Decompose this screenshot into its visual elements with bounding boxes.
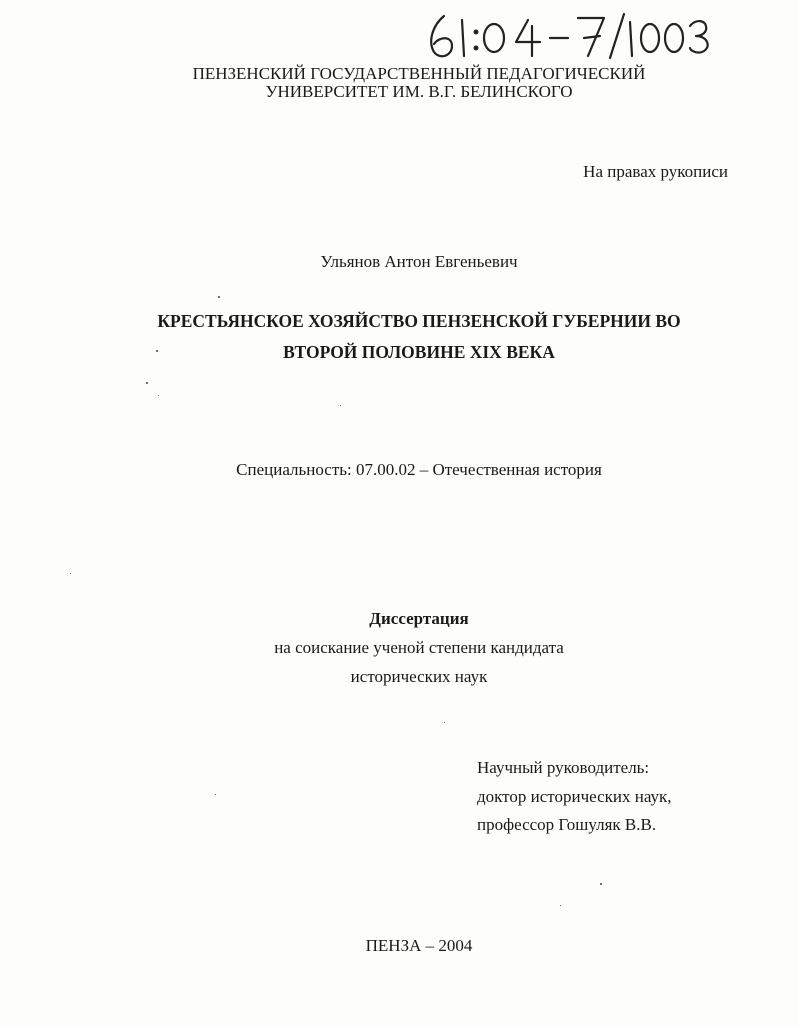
scan-speck bbox=[156, 350, 158, 352]
degree-line1: на соискание ученой степени кандидата bbox=[274, 638, 564, 657]
dissertation-title-line1: КРЕСТЬЯНСКОЕ ХОЗЯЙСТВО ПЕНЗЕНСКОЙ ГУБЕРНИИ ВО bbox=[157, 311, 681, 331]
city-year: ПЕНЗА – 2004 bbox=[365, 936, 473, 955]
handwritten-archive-code bbox=[424, 8, 714, 62]
university-name-line2: УНИВЕРСИТЕТ ИМ. В.Г. БЕЛИНСКОГО bbox=[265, 82, 573, 101]
degree-line2: исторических наук bbox=[350, 667, 488, 686]
scan-speck bbox=[560, 905, 561, 906]
author-name: Ульянов Антон Евгеньевич bbox=[320, 252, 518, 271]
scan-speck bbox=[218, 296, 220, 298]
advisor-heading: Научный руководитель: bbox=[477, 758, 650, 777]
scan-speck bbox=[444, 722, 445, 723]
handwritten-archive-code-drawing bbox=[424, 8, 714, 62]
advisor-name: профессор Гошуляк В.В. bbox=[477, 815, 657, 834]
scan-speck bbox=[215, 794, 216, 795]
rights-note: На правах рукописи bbox=[583, 162, 728, 181]
scan-speck bbox=[70, 573, 71, 574]
scan-speck bbox=[158, 395, 159, 396]
dissertation-title-line2: ВТОРОЙ ПОЛОВИНЕ XIX ВЕКА bbox=[283, 342, 555, 362]
university-name-line1: ПЕНЗЕНСКИЙ ГОСУДАРСТВЕННЫЙ ПЕДАГОГИЧЕСКИЙ bbox=[192, 64, 646, 83]
scan-speck bbox=[340, 405, 341, 406]
scan-speck bbox=[146, 382, 148, 384]
advisor-degree: доктор исторических наук, bbox=[477, 787, 672, 806]
specialty: Специальность: 07.00.02 – Отечественная история bbox=[236, 460, 602, 479]
scan-speck bbox=[600, 883, 602, 885]
dissertation-label: Диссертация bbox=[369, 609, 469, 628]
